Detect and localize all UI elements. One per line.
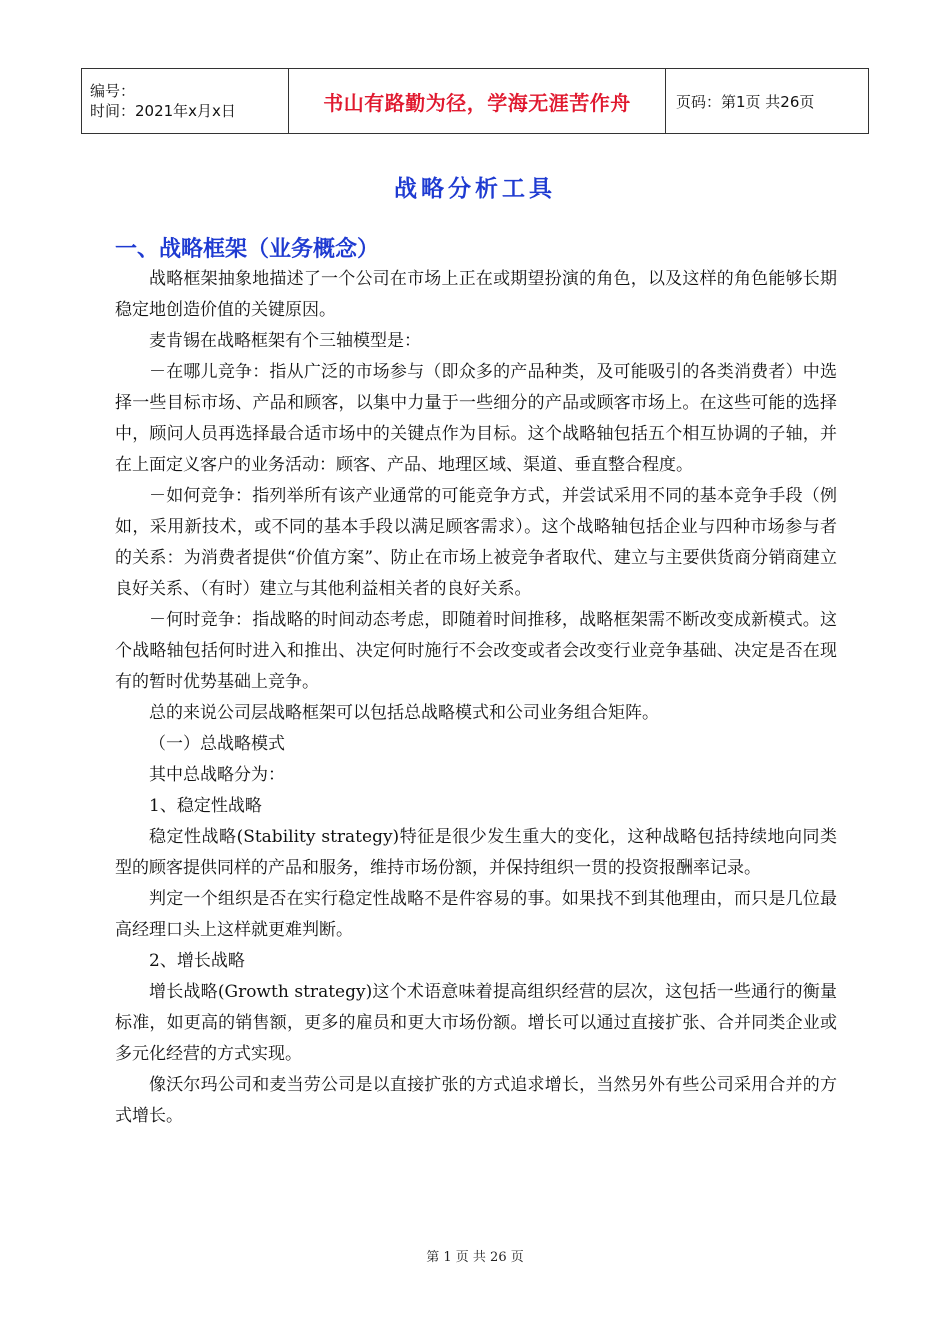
header-page-cell bbox=[666, 69, 869, 134]
motto-text: 书山有路勤为径，学海无涯苦作舟 bbox=[323, 90, 631, 115]
page-info: 页码：第1页 共26页 bbox=[676, 92, 815, 111]
subheading: 2、增长战略 bbox=[149, 951, 245, 971]
paragraph: 增长战略(Growth strategy)这个术语意味着提高组织经营的层次，这包括一些通行的衡量标准，如更高的销售额，更多的雇员和更大市场份额。增长可以通过直接扩张、合并同类企业或多元化经营的方式实现。 bbox=[115, 982, 837, 1064]
document-number-label: 编号： bbox=[90, 82, 136, 100]
section-heading: 一、战略框架（业务概念） bbox=[115, 237, 380, 262]
header-table bbox=[81, 68, 869, 134]
page-footer: 第 1 页 共 26 页 bbox=[426, 1250, 524, 1265]
paragraph: －何时竞争：指战略的时间动态考虑，即随着时间推移，战略框架需不断改变成新模式。这个战略轴包括何时进入和推出、决定何时施行不会改变或者会改变行业竞争基础、决定是否在现有的暂时优势基础上竞争。 bbox=[115, 610, 837, 692]
subheading: （一）总战略模式 bbox=[149, 734, 285, 754]
header-motto-cell bbox=[289, 69, 666, 134]
paragraph: 像沃尔玛公司和麦当劳公司是以直接扩张的方式追求增长，当然另外有些公司采用合并的方式增长。 bbox=[115, 1075, 837, 1126]
paragraph: 总的来说公司层战略框架可以包括总战略模式和公司业务组合矩阵。 bbox=[149, 703, 659, 723]
paragraph: 战略框架抽象地描述了一个公司在市场上正在或期望扮演的角色，以及这样的角色能够长期稳定地创造价值的关键原因。 bbox=[115, 269, 837, 320]
paragraph: 其中总战略分为： bbox=[149, 765, 285, 785]
paragraph: 稳定性战略(Stability strategy)特征是很少发生重大的变化，这种战略包括持续地向同类型的顾客提供同样的产品和服务，维持市场份额，并保持组织一贯的投资报酬率记录。 bbox=[115, 827, 837, 878]
paragraph: 麦肯锡在战略框架有个三轴模型是： bbox=[149, 331, 421, 351]
document-body bbox=[115, 264, 837, 1132]
document-title: 战略分析工具 bbox=[394, 176, 556, 202]
paragraph: －在哪儿竞争：指从广泛的市场参与（即众多的产品种类，及可能吸引的各类消费者）中选择一些目标市场、产品和顾客，以集中力量于一些细分的产品或顾客市场上。在这些可能的选择中，顾问人员再选择最合适市场中的关键点作为目标。这个战略轴包括五个相互协调的子轴，并在上面定义客户的业务活动：顾客、产品、地理区域、渠道、垂直整合程度。 bbox=[115, 362, 837, 475]
paragraph: 判定一个组织是否在实行稳定性战略不是件容易的事。如果找不到其他理由，而只是几位最高经理口头上这样就更难判断。 bbox=[115, 889, 837, 940]
subheading: 1、稳定性战略 bbox=[149, 796, 262, 816]
header-meta-cell bbox=[82, 69, 289, 134]
document-time-label: 时间：2021年x月x日 bbox=[90, 102, 236, 120]
paragraph: －如何竞争：指列举所有该产业通常的可能竞争方式，并尝试采用不同的基本竞争手段（例如，采用新技术，或不同的基本手段以满足顾客需求）。这个战略轴包括企业与四种市场参与者的关系：为消费者提供“价值方案”、防止在市场上被竞争者取代、建立与主要供货商分销商建立良好关系、（有时）建立与其他利益相关者的良好关系。 bbox=[115, 486, 837, 599]
